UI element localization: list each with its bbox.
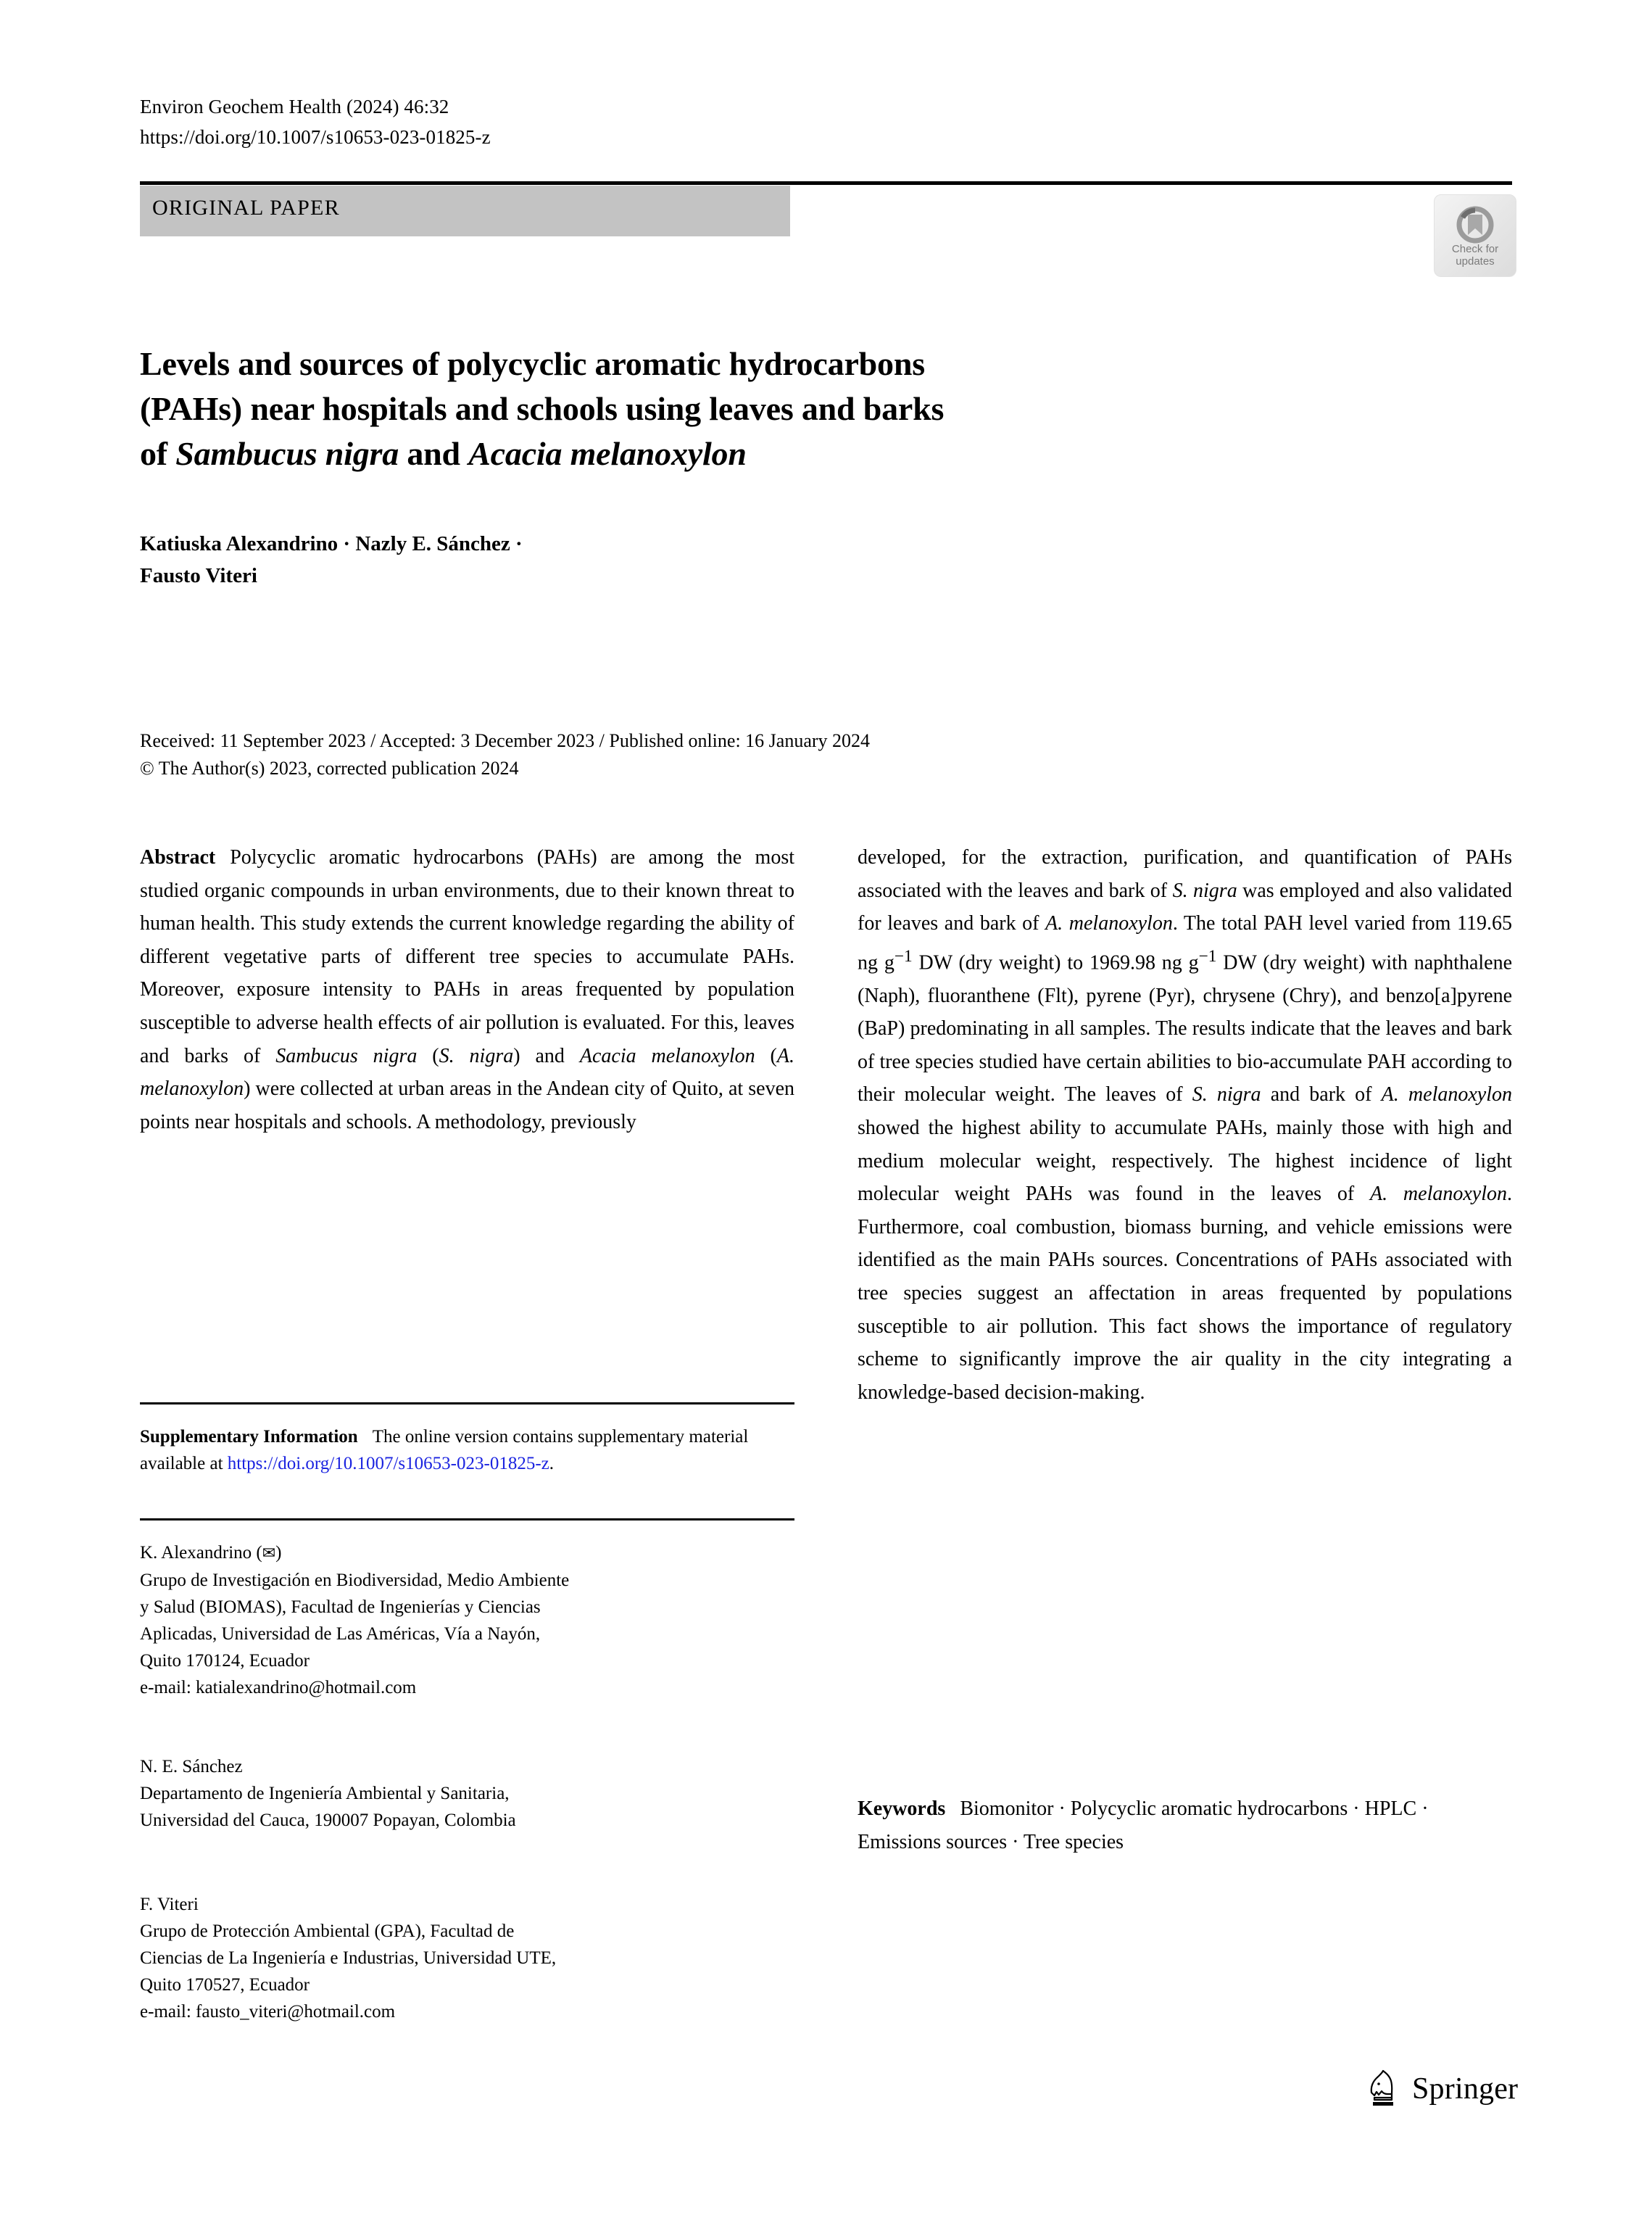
affiliation-3-line-3: Quito 170527, Ecuador: [140, 1975, 310, 1995]
title-species-2: Acacia melanoxylon: [468, 434, 747, 472]
abstract-col1-text-1: Polycyclic aromatic hydrocarbons (PAHs) are among the most studied organic compounds in urban environments, due to their known threat to human health. This study extends the current knowledge regarding the ability of different vegetative parts of different tree species to accumulate PAHs. Moreover, exposure intensity to PAHs in areas frequented by population susceptible to adverse health effects of air pollution is evaluated. For this, leaves and barks of: [140, 846, 794, 1067]
abstract-col1-species-2: S. nigra: [439, 1044, 514, 1067]
journal-citation: Environ Geochem Health (2024) 46:32: [140, 96, 449, 117]
affiliation-block-2: [140, 1753, 794, 1834]
supplementary-link[interactable]: https://doi.org/10.1007/s10653-023-01825-z: [227, 1454, 549, 1473]
affiliation-3-line-2: Ciencias de La Ingeniería e Industrias, Universidad UTE,: [140, 1948, 557, 1968]
springer-knight-icon: [1367, 2068, 1402, 2110]
author-line-1: Katiuska Alexandrino · Nazly E. Sánchez ·: [140, 532, 523, 555]
keywords-label: Keywords: [858, 1797, 946, 1820]
abstract-col1-text-3: ) and: [513, 1044, 580, 1067]
affiliation-1-line-2: y Salud (BIOMAS), Facultad de Ingenierías y Ciencias: [140, 1597, 541, 1617]
article-type-label: ORIGINAL PAPER: [152, 196, 340, 220]
affiliation-1-author: K. Alexandrino: [140, 1543, 252, 1563]
title-line-2: (PAHs) near hospitals and schools using leaves and barks: [140, 389, 945, 427]
affiliation-2-name: N. E. Sánchez: [140, 1757, 243, 1776]
check-for-updates-line2: updates: [1456, 255, 1495, 268]
abstract-col1-species-4: A. melanoxylon: [140, 1044, 794, 1101]
affiliation-1-line-3: Aplicadas, Universidad de Las Américas, Vía a Nayón,: [140, 1624, 541, 1644]
article-type-banner: [140, 186, 790, 236]
journal-header: [140, 91, 491, 152]
affiliation-3-email[interactable]: e-mail: fausto_viteri@hotmail.com: [140, 2002, 396, 2022]
title-line-3-mid: and: [399, 434, 469, 472]
abstract-column-left: [140, 841, 794, 1138]
author-list: [140, 528, 937, 592]
title-line-3-prefix: of: [140, 434, 176, 472]
received-accepted-line: Received: 11 September 2023 / Accepted: 3 December 2023 / Published online: 16 January 2024: [140, 730, 871, 751]
abstract-col2-text-6: and bark of: [1261, 1083, 1382, 1106]
keywords-text: Biomonitor · Polycyclic aromatic hydrocarbons · HPLC · Emissions sources · Tree species: [858, 1797, 1429, 1853]
crossmark-bookmark-icon: [1455, 204, 1495, 245]
affiliation-1-line-1: Grupo de Investigación en Biodiversidad, Medio Ambiente: [140, 1571, 570, 1590]
publisher-name: Springer: [1412, 2072, 1519, 2106]
affiliation-2-line-2: Universidad del Cauca, 190007 Popayan, Colombia: [140, 1811, 516, 1830]
abstract-col2-text-8: . Furthermore, coal combustion, biomass burning, and vehicle emissions were identified as the main PAHs sources. Concentrations of PAHs associated with tree species suggest an affectation in areas frequented by populations susceptible to air pollution. This fact shows the importance of regulatory scheme to significantly improve the air quality in the city integrating a knowledge-based decision-making.: [858, 1183, 1512, 1404]
affiliation-1-email[interactable]: e-mail: katialexandrino@hotmail.com: [140, 1678, 417, 1697]
supplementary-text: The online version contains supplementary material available at: [140, 1427, 749, 1473]
abstract-col2-species-4: A. melanoxylon: [1381, 1083, 1512, 1106]
check-for-updates-line1: Check for: [1451, 243, 1499, 255]
publisher-footer: [1367, 2068, 1518, 2110]
check-for-updates-text: [1435, 243, 1516, 268]
title-line-1: Levels and sources of polycyclic aromatic hydrocarbons: [140, 344, 925, 382]
journal-doi: https://doi.org/10.1007/s10653-023-01825-z: [140, 126, 491, 148]
affiliation-block-1: [140, 1539, 794, 1701]
supplementary-label: Supplementary Information: [140, 1427, 358, 1447]
affiliation-3-line-1: Grupo de Protección Ambiental (GPA), Facultad de: [140, 1921, 515, 1941]
title-species-1: Sambucus nigra: [175, 434, 399, 472]
abstract-col2-text-5: DW (dry weight) with naphthalene (Naph), fluoranthene (Flt), pyrene (Pyr), chrysene (Chry), and benzo[a]pyrene (BaP) predominating in all samples. The results indicate that the leaves and bark of tree species studied have certain abilities to bio-accumulate PAH according to their molecular weight. The leaves of: [858, 951, 1513, 1106]
abstract-col2-text-1: developed, for the extraction, purification, and quantification of PAHs associated with the leaves and bark of: [858, 846, 1512, 902]
abstract-col2-species-1: S. nigra: [1172, 879, 1237, 902]
abstract-label: Abstract: [140, 846, 216, 869]
footnote-rule-bottom: [140, 1518, 794, 1520]
affiliation-1-name: K. Alexandrino (✉): [140, 1543, 282, 1563]
abstract-text-part-2: [858, 841, 1512, 1409]
abstract-superscript-1: −1: [894, 946, 913, 966]
abstract-col1-species-1: Sambucus nigra: [275, 1044, 418, 1067]
envelope-icon: ✉: [262, 1544, 276, 1563]
abstract-col2-species-5: A. melanoxylon: [1370, 1183, 1507, 1206]
footnote-rule-top: [140, 1402, 794, 1404]
copyright-line: © The Author(s) 2023, corrected publication 2024: [140, 758, 519, 779]
affiliation-2-line-1: Departamento de Ingeniería Ambiental y Sanitaria,: [140, 1784, 510, 1803]
abstract-col2-text-2: was employed and also validated for leaves and bark of: [858, 879, 1512, 935]
author-line-2: Fausto Viteri: [140, 564, 257, 587]
abstract-column-right: [858, 841, 1512, 1409]
abstract-col1-text-2: (: [417, 1044, 439, 1067]
affiliation-3-name: F. Viteri: [140, 1895, 199, 1914]
abstract-col1-text-4: (: [755, 1044, 777, 1067]
page-title: [140, 342, 1372, 476]
supplementary-text-after: .: [549, 1454, 554, 1473]
abstract-col2-species-3: S. nigra: [1192, 1083, 1261, 1106]
abstract-col2-text-4: DW (dry weight) to 1969.98 ng g: [912, 951, 1199, 975]
affiliation-1-line-4: Quito 170124, Ecuador: [140, 1651, 310, 1671]
abstract-col1-text-5: ) were collected at urban areas in the Andean city of Quito, at seven points near hospitals and schools. A methodology, previously: [140, 1077, 794, 1133]
publication-dates: [140, 727, 1227, 782]
abstract-col1-species-3: Acacia melanoxylon: [579, 1044, 755, 1067]
abstract-superscript-2: −1: [1198, 946, 1217, 966]
abstract-text-part-1: [140, 841, 794, 1138]
abstract-col2-text-3: . The total PAH level varied from 119.65 ng g: [858, 912, 1512, 975]
header-rule: [140, 181, 1512, 185]
abstract-col2-text-7: showed the highest ability to accumulate PAHs, mainly those with high and medium molecular weight, respectively. The highest incidence of light molecular weight PAHs was found in the leaves of: [858, 1117, 1512, 1206]
supplementary-information: [140, 1423, 794, 1477]
keywords-block: [858, 1792, 1512, 1858]
affiliation-block-3: [140, 1891, 794, 2025]
check-for-updates-badge[interactable]: [1434, 194, 1516, 277]
abstract-col2-species-2: A. melanoxylon: [1045, 912, 1173, 935]
